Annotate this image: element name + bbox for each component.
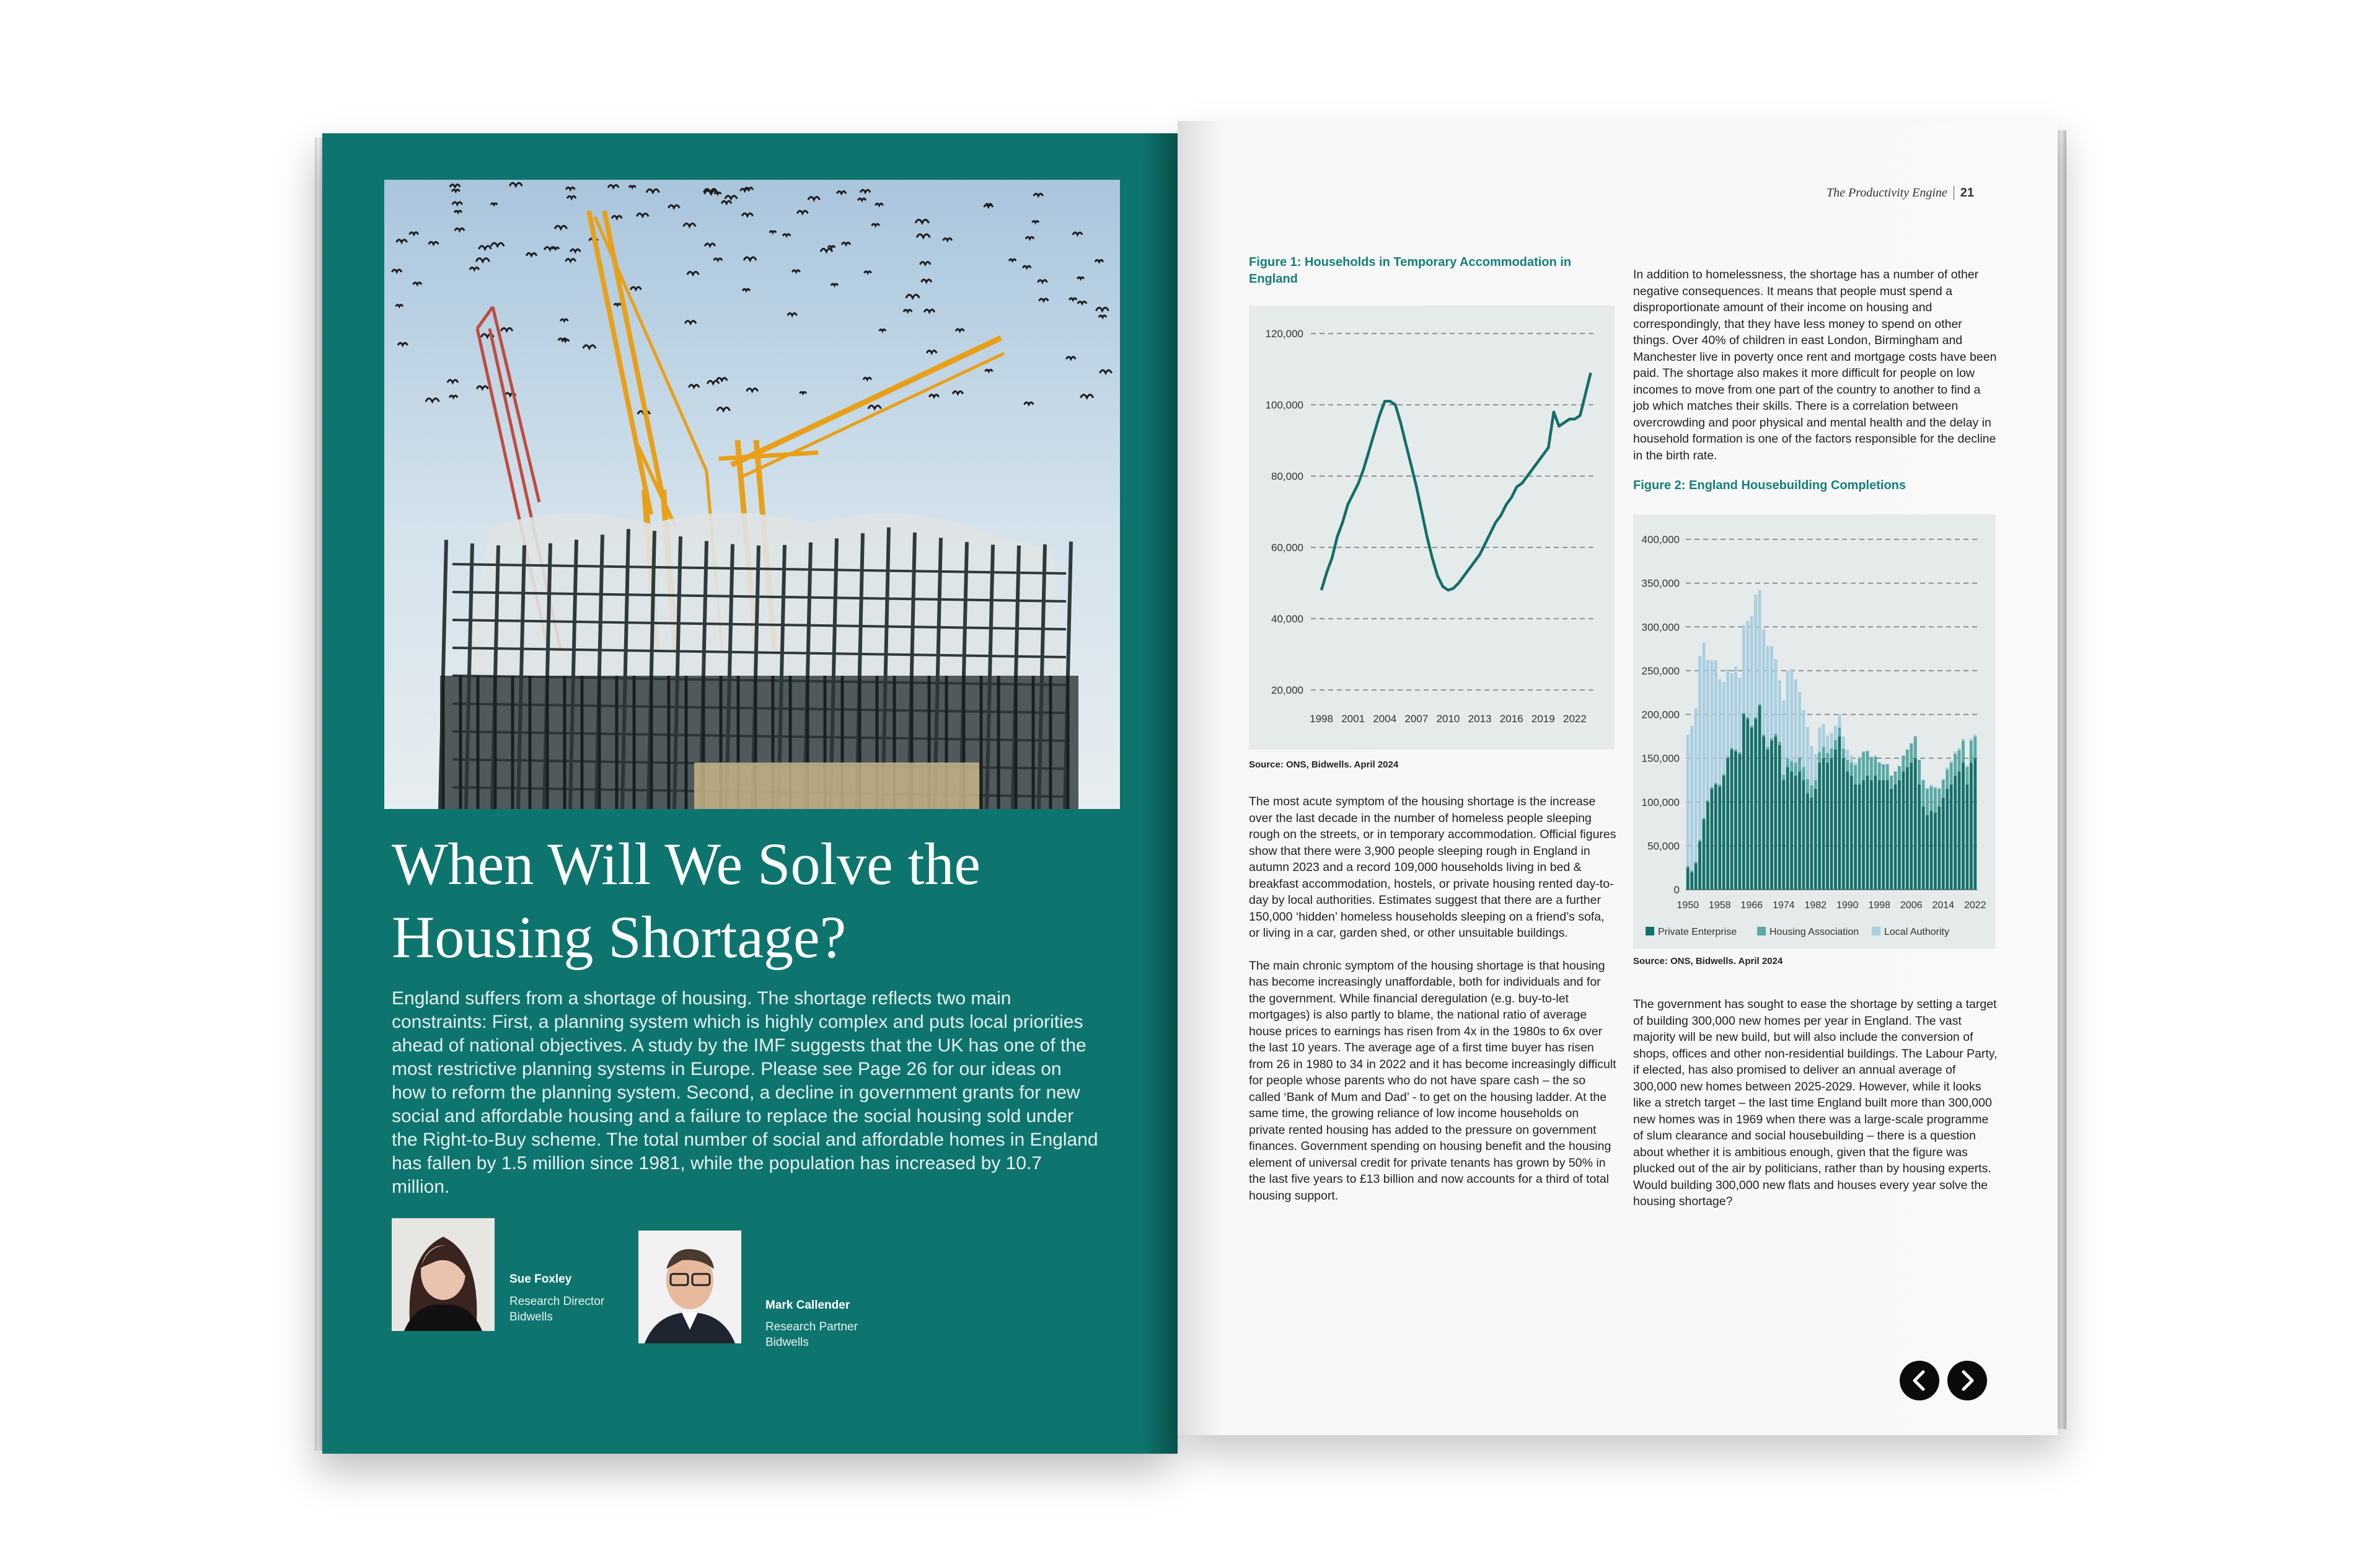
bar-private-enterprise-1997 (1874, 776, 1877, 890)
bar-housing-association-1980 (1806, 779, 1809, 793)
bar-private-enterprise-1973 (1778, 745, 1781, 890)
bar-private-enterprise-1969 (1762, 736, 1765, 890)
bar-housing-association-1958 (1718, 785, 1721, 787)
legend-swatch (1757, 927, 1766, 935)
bar-housing-association-2010 (1926, 789, 1929, 815)
bar-housing-association-1963 (1738, 752, 1741, 754)
stacked-bar-chart (1633, 515, 1996, 948)
article-title (392, 828, 1104, 974)
x-tick-label: 1966 (1740, 900, 1763, 911)
bar-local-authority-1985 (1826, 735, 1829, 753)
bar-private-enterprise-1964 (1742, 715, 1745, 890)
figure2-source: Source: ONS, Bidwells. April 2024 (1633, 956, 1783, 966)
y-tick-label: 300,000 (1641, 621, 1680, 634)
bar-housing-association-1953 (1698, 839, 1701, 841)
x-tick-label: 2022 (1963, 900, 1986, 911)
figure2-chart (1633, 515, 1996, 948)
paragraph: In addition to homelessness, the shortage has a number of other negative consequences. It means that people must spend a disproportionate amount of their income on housing and correspondingly, that they have less money to spend on other things. Over 40% of children in east London, Birmingham and Manchester live in poverty once rent and mortgage costs have been paid. The shortage also makes it more difficult for people on low incomes to move from one part of the country to another to find a job which matches their skills. There is a correlation between overcrowding and poor physical and mental health and the delay in household formation is one of the factors responsible for the decline in the birth rate. (1633, 268, 1997, 462)
bar-private-enterprise-2022 (1973, 758, 1977, 890)
bar-housing-association-1992 (1854, 765, 1857, 784)
x-tick-label: 2019 (1531, 713, 1555, 725)
bar-housing-association-1955 (1706, 800, 1709, 802)
bar-housing-association-1969 (1762, 735, 1765, 736)
bar-private-enterprise-2005 (1906, 767, 1909, 890)
bar-private-enterprise-1993 (1858, 785, 1861, 890)
bar-local-authority-1996 (1870, 756, 1873, 757)
bar-local-authority-1994 (1862, 751, 1865, 752)
bar-private-enterprise-1987 (1834, 749, 1837, 890)
bar-housing-association-1971 (1770, 738, 1773, 741)
bar-local-authority-1967 (1754, 595, 1757, 717)
bar-local-authority-1951 (1690, 726, 1693, 870)
bar-local-authority-1971 (1770, 646, 1773, 738)
bar-housing-association-1975 (1786, 758, 1789, 767)
author-role: Research Director (509, 1295, 605, 1308)
bar-housing-association-1996 (1870, 758, 1873, 780)
bar-local-authority-2021 (1970, 738, 1973, 741)
bar-local-authority-1974 (1782, 701, 1785, 775)
bar-private-enterprise-1952 (1695, 864, 1698, 890)
bar-private-enterprise-1961 (1730, 749, 1734, 890)
bar-private-enterprise-1959 (1722, 776, 1726, 890)
right-page-edge (2056, 130, 2066, 1429)
bar-housing-association-1970 (1766, 747, 1770, 749)
bar-local-authority-1965 (1746, 621, 1749, 717)
bar-local-authority-1995 (1866, 750, 1869, 751)
bar-local-authority-1953 (1698, 656, 1701, 840)
bar-housing-association-2021 (1970, 741, 1973, 763)
bar-housing-association-1952 (1695, 862, 1698, 864)
legend-label: Local Authority (1884, 927, 1949, 937)
previous-page-button[interactable] (1900, 1361, 1939, 1400)
bar-housing-association-1978 (1798, 758, 1801, 772)
bar-housing-association-2008 (1918, 760, 1921, 785)
bar-local-authority-1992 (1854, 763, 1857, 765)
bar-housing-association-1959 (1722, 774, 1726, 776)
x-tick-label: 1950 (1677, 900, 1699, 911)
bar-housing-association-1977 (1794, 763, 1797, 776)
bar-private-enterprise-1988 (1838, 736, 1841, 890)
bar-housing-association-1973 (1778, 741, 1781, 745)
x-tick-label: 1998 (1868, 900, 1891, 911)
bar-local-authority-1970 (1766, 646, 1770, 746)
bar-private-enterprise-1999 (1882, 780, 1885, 890)
bar-housing-association-1995 (1866, 751, 1869, 776)
bar-housing-association-1990 (1846, 760, 1849, 771)
bar-housing-association-1986 (1830, 749, 1833, 759)
bar-private-enterprise-2003 (1898, 780, 1901, 890)
bar-housing-association-1984 (1822, 747, 1825, 758)
bar-housing-association-1951 (1690, 870, 1693, 872)
bar-local-authority-1983 (1818, 728, 1821, 753)
bar-private-enterprise-2016 (1950, 785, 1953, 890)
bar-local-authority-2018 (1958, 748, 1961, 751)
bar-housing-association-2015 (1946, 769, 1949, 789)
line-chart (1249, 306, 1615, 749)
right-page (1178, 121, 2058, 1435)
author-company: Bidwells (765, 1336, 809, 1349)
bar-housing-association-2014 (1942, 780, 1945, 797)
bar-local-authority-1975 (1786, 671, 1789, 758)
bar-private-enterprise-1985 (1826, 763, 1829, 890)
figure1-source: Source: ONS, Bidwells. April 2024 (1249, 759, 1399, 770)
x-tick-label: 1990 (1836, 900, 1859, 911)
bar-private-enterprise-1989 (1842, 758, 1845, 890)
bar-private-enterprise-1998 (1878, 780, 1881, 890)
bar-local-authority-1973 (1778, 680, 1781, 741)
legend-swatch (1646, 927, 1654, 935)
bar-private-enterprise-2021 (1970, 763, 1973, 890)
bar-private-enterprise-1983 (1818, 763, 1821, 890)
bar-local-authority-1954 (1703, 643, 1706, 818)
bar-private-enterprise-1967 (1754, 719, 1757, 890)
bar-local-authority-1977 (1794, 679, 1797, 763)
bar-housing-association-1997 (1874, 756, 1877, 776)
bar-housing-association-2016 (1950, 763, 1953, 784)
x-tick-label: 2006 (1900, 900, 1923, 911)
bar-private-enterprise-1965 (1746, 719, 1749, 890)
bar-housing-association-1982 (1814, 780, 1817, 789)
bar-private-enterprise-1991 (1850, 776, 1853, 890)
bar-housing-association-1974 (1782, 775, 1785, 780)
bar-local-authority-1955 (1706, 660, 1709, 800)
y-tick-label: 150,000 (1641, 753, 1680, 765)
bar-local-authority-1976 (1790, 669, 1793, 761)
bar-housing-association-1965 (1746, 717, 1749, 719)
figure2-title: Figure 2: England Housebuilding Completions (1633, 479, 1906, 492)
bar-private-enterprise-1994 (1862, 780, 1865, 890)
paragraph: The government has sought to ease the shortage by setting a target of building 300,000 new homes per year in England. The vast majority will be new build, but will also include the conversion of shops, offices and other non-residential buildings. The Labour Party, if elected, has also promised to deliver an annual average of 300,000 new homes between 2025-2029. However, while it looks like a stretch target – the last time England built more than 300,000 new homes was in 1969 when there was a large-scale programme of slum clearance and social housebuilding – there is a question about whether it is ambitious enough, given that the figure was plucked out of the air by politicians, rather than by housing experts. Would building 300,000 new flats and houses every year solve the housing shortage? (1633, 997, 1998, 1208)
y-tick-label: 60,000 (1271, 542, 1303, 554)
bar-local-authority-2013 (1937, 788, 1941, 789)
bar-local-authority-1980 (1806, 727, 1809, 779)
chevron-left-icon (1900, 1361, 1939, 1400)
figure1-chart (1249, 306, 1615, 749)
x-tick-label: 2007 (1404, 713, 1429, 725)
bar-local-authority-1998 (1878, 762, 1881, 763)
bar-housing-association-2004 (1902, 756, 1905, 771)
bar-housing-association-2009 (1922, 780, 1925, 806)
legend-label: Private Enterprise (1658, 927, 1737, 937)
bar-housing-association-2012 (1934, 788, 1937, 813)
bar-local-authority-1979 (1802, 710, 1805, 767)
publication-title: The Productivity Engine (1826, 186, 1947, 200)
bar-housing-association-1956 (1710, 787, 1713, 789)
x-tick-label: 2014 (1932, 900, 1955, 911)
bar-local-authority-1956 (1710, 660, 1713, 787)
running-head (1827, 186, 1974, 200)
y-tick-label: 40,000 (1271, 613, 1303, 625)
bar-private-enterprise-1979 (1802, 780, 1805, 890)
bar-local-authority-1993 (1858, 756, 1861, 758)
bar-local-authority-2010 (1926, 788, 1929, 789)
author-name: Sue Foxley (509, 1273, 572, 1286)
bar-private-enterprise-2018 (1958, 771, 1961, 890)
bar-housing-association-1985 (1826, 753, 1829, 763)
bar-housing-association-1979 (1802, 767, 1805, 780)
bar-housing-association-1957 (1714, 783, 1717, 785)
bar-private-enterprise-2014 (1942, 798, 1945, 890)
bar-housing-association-1950 (1686, 866, 1690, 868)
bar-housing-association-1988 (1838, 728, 1841, 736)
bar-housing-association-2017 (1954, 754, 1957, 776)
bar-private-enterprise-1950 (1686, 868, 1690, 890)
page-number: 21 (1954, 186, 1974, 200)
x-tick-label: 1974 (1772, 900, 1795, 911)
bar-housing-association-2005 (1906, 749, 1909, 767)
bar-local-authority-1958 (1718, 679, 1721, 785)
bar-local-authority-1964 (1742, 625, 1745, 712)
bar-local-authority-2012 (1934, 787, 1937, 788)
column-2-text-bottom (1633, 996, 1999, 1226)
y-tick-label: 100,000 (1641, 796, 1680, 808)
bar-local-authority-1959 (1722, 682, 1726, 774)
bar-housing-association-2000 (1886, 764, 1889, 780)
bar-local-authority-1966 (1750, 616, 1753, 726)
bar-housing-association-1989 (1842, 749, 1845, 759)
bar-housing-association-2013 (1937, 789, 1941, 807)
bar-private-enterprise-1972 (1774, 736, 1777, 890)
bar-local-authority-1984 (1822, 724, 1825, 747)
y-tick-label: 80,000 (1271, 471, 1303, 482)
author-name: Mark Callender (765, 1299, 850, 1312)
bar-housing-association-1968 (1758, 704, 1761, 706)
bar-housing-association-2006 (1910, 743, 1913, 763)
bar-private-enterprise-2008 (1918, 785, 1921, 890)
bar-private-enterprise-1992 (1854, 785, 1857, 890)
bar-private-enterprise-1977 (1794, 776, 1797, 890)
bar-housing-association-2022 (1973, 736, 1977, 758)
bar-local-authority-2017 (1954, 752, 1957, 754)
bar-local-authority-1952 (1695, 709, 1698, 862)
bar-private-enterprise-1986 (1830, 758, 1833, 890)
x-tick-label: 1958 (1708, 900, 1731, 911)
bar-private-enterprise-1995 (1866, 776, 1869, 890)
bar-private-enterprise-1968 (1758, 705, 1761, 890)
intro-paragraph: England suffers from a shortage of housing. The shortage reflects two main constraints: First, a planning system which is highly complex and puts local priorities ahead of national objectives. A study by the IMF suggests that the UK has one of the most restrictive planning systems in Europe. Please see Page 26 for our ideas on how to reform the planning system. Second, a decline in government grants for new social and affordable housing and a failure to replace the social housing sold under the Right-to-Buy scheme. The total number of social and affordable homes in England has fallen by 1.5 million since 1981, while the population has increased by 10.7 million. (392, 988, 1098, 1197)
bar-private-enterprise-1981 (1810, 798, 1813, 890)
bar-local-authority-1963 (1738, 678, 1741, 752)
bar-local-authority-1960 (1726, 669, 1729, 756)
bar-housing-association-1999 (1882, 764, 1885, 780)
bar-housing-association-1993 (1858, 758, 1861, 784)
bar-local-authority-1972 (1774, 660, 1777, 734)
bar-local-authority-1968 (1758, 590, 1761, 704)
title-line-2: Housing Shortage? (392, 904, 847, 970)
bar-housing-association-2011 (1930, 786, 1933, 811)
bar-local-authority-1990 (1846, 749, 1849, 760)
bar-local-authority-2014 (1942, 779, 1945, 780)
bar-housing-association-1972 (1774, 734, 1777, 736)
bar-local-authority-2008 (1918, 759, 1921, 760)
bar-local-authority-1991 (1850, 756, 1853, 763)
bar-local-authority-1978 (1798, 692, 1801, 758)
next-page-button[interactable] (1947, 1361, 1987, 1400)
column-2-text-top (1633, 267, 1999, 480)
bar-housing-association-1962 (1734, 749, 1737, 751)
bar-private-enterprise-2002 (1894, 785, 1897, 890)
construction-photo (384, 180, 1120, 809)
bar-housing-association-1983 (1818, 752, 1821, 763)
bar-private-enterprise-2012 (1934, 813, 1937, 890)
bar-housing-association-1967 (1754, 717, 1757, 719)
bar-local-authority-1957 (1714, 660, 1717, 783)
bar-local-authority-1981 (1810, 746, 1813, 785)
y-tick-label: 350,000 (1641, 577, 1680, 590)
bar-private-enterprise-1953 (1698, 841, 1701, 890)
bar-local-authority-1950 (1686, 735, 1690, 866)
bar-local-authority-2019 (1962, 738, 1965, 741)
y-tick-label: 120,000 (1265, 328, 1303, 340)
bar-housing-association-1994 (1862, 752, 1865, 780)
legend-label: Housing Association (1770, 927, 1859, 937)
legend-swatch (1872, 927, 1880, 935)
bar-local-authority-2011 (1930, 785, 1933, 787)
y-tick-label: 0 (1673, 884, 1680, 896)
bar-private-enterprise-2000 (1886, 780, 1889, 890)
bar-private-enterprise-1974 (1782, 780, 1785, 890)
bar-private-enterprise-2001 (1890, 789, 1893, 890)
bar-private-enterprise-2009 (1922, 807, 1925, 890)
bar-private-enterprise-2020 (1965, 785, 1968, 890)
bar-private-enterprise-1956 (1710, 789, 1713, 890)
bar-local-authority-1969 (1762, 629, 1765, 735)
bar-housing-association-1976 (1790, 761, 1793, 771)
bar-private-enterprise-1970 (1766, 749, 1770, 890)
x-tick-label: 1998 (1310, 713, 1333, 725)
bar-private-enterprise-1984 (1822, 758, 1825, 890)
bar-housing-association-2020 (1965, 767, 1968, 784)
x-tick-label: 2010 (1436, 713, 1460, 725)
bar-local-authority-1982 (1814, 754, 1817, 780)
bar-local-authority-2020 (1965, 765, 1968, 767)
left-page (322, 133, 1178, 1454)
bar-local-authority-1962 (1734, 666, 1737, 749)
bar-housing-association-2003 (1898, 766, 1901, 780)
x-tick-label: 2016 (1499, 713, 1523, 725)
bar-private-enterprise-1963 (1738, 754, 1741, 890)
x-tick-label: 2001 (1341, 713, 1365, 725)
y-tick-label: 50,000 (1647, 840, 1680, 852)
bar-local-authority-1987 (1834, 726, 1837, 740)
bar-private-enterprise-1978 (1798, 771, 1801, 890)
figure1-title-line-1: Figure 1: Households in Temporary Accommodation in (1249, 255, 1572, 269)
bar-local-authority-2022 (1973, 734, 1977, 736)
bar-private-enterprise-1990 (1846, 771, 1849, 890)
bar-private-enterprise-2011 (1930, 811, 1933, 890)
bar-private-enterprise-1982 (1814, 789, 1817, 890)
bar-housing-association-1981 (1810, 785, 1813, 798)
bar-local-authority-1988 (1838, 715, 1841, 728)
bar-private-enterprise-2004 (1902, 771, 1905, 890)
bar-private-enterprise-2010 (1926, 815, 1929, 890)
bar-private-enterprise-1951 (1690, 872, 1693, 890)
bar-private-enterprise-1962 (1734, 751, 1737, 890)
bar-private-enterprise-2019 (1962, 763, 1965, 890)
author-photo-1 (392, 1218, 495, 1331)
series-line-temporary-accommodation (1321, 373, 1591, 590)
x-tick-label: 1982 (1804, 900, 1827, 911)
y-tick-label: 20,000 (1271, 684, 1303, 696)
bar-local-authority-2016 (1950, 761, 1953, 763)
bar-private-enterprise-1980 (1806, 793, 1809, 890)
bar-private-enterprise-1971 (1770, 741, 1773, 890)
y-tick-label: 400,000 (1641, 534, 1680, 546)
bar-housing-association-1961 (1730, 748, 1734, 749)
bar-private-enterprise-2013 (1937, 807, 1941, 890)
author-role: Research Partner (765, 1320, 858, 1333)
bar-private-enterprise-2015 (1946, 789, 1949, 890)
bar-private-enterprise-1955 (1706, 802, 1709, 890)
figure1-title (1249, 254, 1596, 288)
bar-private-enterprise-1954 (1703, 820, 1706, 890)
title-line-1: When Will We Solve the (392, 831, 981, 897)
bar-housing-association-1960 (1726, 756, 1729, 758)
bar-local-authority-2015 (1946, 768, 1949, 770)
y-tick-label: 250,000 (1641, 665, 1680, 677)
bar-local-authority-1961 (1730, 673, 1734, 748)
bar-private-enterprise-1958 (1718, 786, 1721, 890)
bar-private-enterprise-1960 (1726, 758, 1729, 890)
bar-housing-association-2019 (1962, 741, 1965, 763)
bar-private-enterprise-1976 (1790, 771, 1793, 890)
author-photo-2 (638, 1231, 741, 1343)
bar-housing-association-1991 (1850, 763, 1853, 776)
x-tick-label: 2022 (1563, 713, 1587, 725)
chevron-right-icon (1947, 1361, 1987, 1400)
x-tick-label: 2004 (1373, 713, 1397, 725)
bar-private-enterprise-2017 (1954, 776, 1957, 890)
bar-housing-association-2018 (1958, 750, 1961, 771)
spine-shadow (1140, 133, 1178, 1454)
x-tick-label: 2013 (1468, 713, 1492, 725)
bar-housing-association-2002 (1894, 771, 1897, 784)
column-1-text (1249, 793, 1618, 1220)
bar-local-authority-1989 (1842, 736, 1845, 749)
bar-housing-association-1966 (1750, 726, 1753, 728)
paragraph: The most acute symptom of the housing shortage is the increase over the last decade in the number of homeless people sleeping rough on the streets, or in temporary accommodation. Official figures show that there were 3,900 people sleeping rough in England in autumn 2023 and a record 109,000 households living in bed & breakfast accommodation, hostels, or private housing rented day-to-day by local authorities. Estimates suggest that there are a further 150,000 ‘hidden’ homeless households sleeping on a friend’s sofa, or living in a car, garden shed, or other unsuitable buildings. (1249, 795, 1616, 940)
bar-housing-association-1998 (1878, 763, 1881, 780)
paragraph: The main chronic symptom of the housing shortage is that housing has become increasingly unaffordable, both for individuals and for the government. While financial deregulation (e.g. buy-to-let mortgages) is also partly to blame, the national ratio of average house prices to earnings has risen from 4x in the 1980s to 6x over the last 10 years. The average age of a first time buyer has risen from 26 in 1980 to 34 in 2022 and it has become increasingly difficult for people whose parents who do not have spare cash – the so called ‘Bank of Mum and Dad’ - to get on the housing ladder. At the same time, the growing reliance of low income households on private rented housing has added to the pressure on government finances. Government spending on housing benefit and the housing element of universal credit for private tenants has grown by 50% in the last five years to £13 billion and now accounts for a third of total housing support. (1249, 958, 1616, 1203)
bar-housing-association-2007 (1914, 736, 1917, 758)
bar-local-authority-1986 (1830, 733, 1833, 748)
bar-housing-association-2001 (1890, 776, 1893, 789)
y-tick-label: 100,000 (1265, 399, 1303, 411)
bar-private-enterprise-1996 (1870, 780, 1873, 890)
bar-housing-association-1954 (1703, 818, 1706, 820)
bar-private-enterprise-1957 (1714, 785, 1717, 890)
bar-private-enterprise-2006 (1910, 763, 1913, 890)
bar-private-enterprise-2007 (1914, 758, 1917, 890)
bar-private-enterprise-1966 (1750, 728, 1753, 890)
y-tick-label: 200,000 (1641, 709, 1680, 721)
author-company: Bidwells (509, 1311, 553, 1324)
bar-housing-association-1987 (1834, 740, 1837, 749)
bar-housing-association-1964 (1742, 713, 1745, 715)
figure1-title-line-2: England (1249, 272, 1298, 286)
bar-private-enterprise-1975 (1786, 767, 1789, 890)
